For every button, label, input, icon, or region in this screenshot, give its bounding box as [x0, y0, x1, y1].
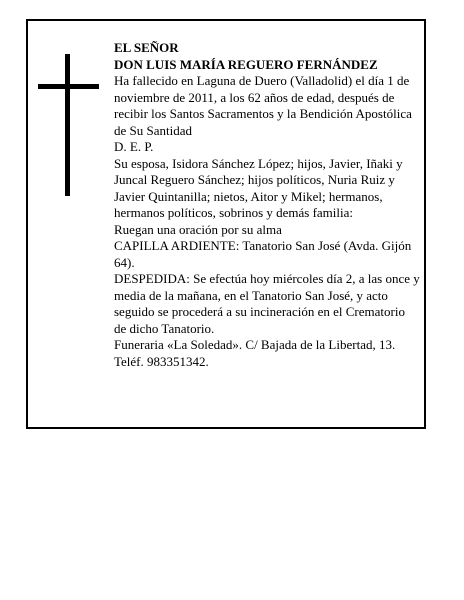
chapel-info: CAPILLA ARDIENTE: Tanatorio San José (Avda. Gijón 64). [114, 238, 412, 270]
farewell-info: DESPEDIDA: Se efectúa hoy miércoles día 2, a las once y media de la mañana, en el Tanatorio San José, y acto seguido se procederá a su incineración en el Crematorio de dicho Tanatorio. [114, 271, 420, 336]
funeral-home-info: Funeraria «La Soledad». C/ Bajada de la Libertad, 13. Teléf. 983351342. [114, 337, 396, 369]
family-list: Su esposa, Isidora Sánchez López; hijos, Javier, Iñaki y Juncal Reguero Sánchez; hijos políticos, Nuria Ruiz y Javier Quintanilla; nietos, Aitor y Mikel; hermanos, hermanos políticos, sobrinos y demás familia: [114, 155, 403, 220]
rip-text: D. E. P. [114, 139, 154, 154]
cross-vertical-bar [65, 54, 70, 196]
prayer-request: Ruegan una oración por su alma [114, 221, 282, 237]
obituary-text [114, 40, 420, 370]
death-notice: Ha fallecido en Laguna de Duero (Valladolid) el día 1 de noviembre de 2011, a los 62 años de edad, después de recibir los Santos Sacramentos y la Bendición Apostólica de Su Santidad [114, 73, 412, 138]
deceased-name: DON LUIS MARÍA REGUERO FERNÁNDEZ [114, 56, 378, 72]
cross-horizontal-bar [38, 84, 99, 89]
obituary-title: EL SEÑOR [114, 40, 179, 55]
